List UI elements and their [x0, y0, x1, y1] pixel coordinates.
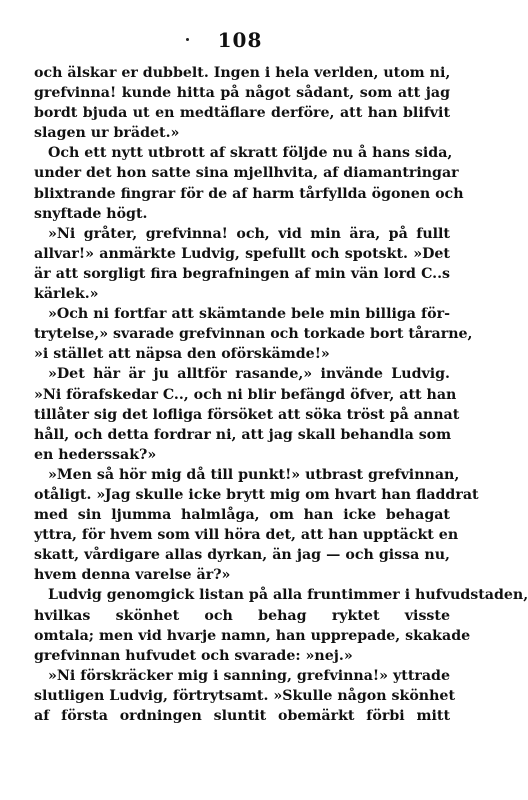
text-line: »Ni gråter, grefvinna! och, vid min ära, på fullt [48, 225, 450, 242]
text-line: med sin ljumma halmlåga, om han icke behagat [34, 507, 450, 524]
text-line: otåligt. »Jag skulle icke brytt mig om hvart han fladdrat [34, 486, 479, 503]
text-line: »Och ni fortfar att skämtande bele min billiga för- [48, 306, 450, 323]
text-line: slutligen Ludvig, förtrytsamt. »Skulle någon skönhet [34, 687, 455, 704]
text-line: »Men så hör mig då till punkt!» utbrast grefvinnan, [48, 466, 460, 483]
text-line: grefvinnan hufvudet och svarade: »nej.» [34, 647, 353, 664]
text-line: slagen ur brädet.» [34, 125, 180, 142]
text-line: trytelse,» svarade grefvinnan och torkade bort tårarne, [34, 326, 473, 343]
text-line: omtala; men vid hvarje namn, han upprepade, skakade [34, 627, 471, 644]
text-line: »i stället att näpsa den oförskämde!» [34, 346, 330, 363]
text-line: Och ett nytt utbrott af skratt följde nu å hans sida, [48, 145, 453, 162]
text-line: grefvinna! kunde hitta på något sådant, som att jag [34, 85, 450, 102]
text-line: yttra, för hvem som vill höra det, att han upptäckt en [34, 527, 459, 544]
body-text [34, 63, 528, 726]
text-line: kärlek.» [34, 286, 99, 303]
text-line: Ludvig genomgick listan på alla fruntimmer i hufvudstaden, [48, 587, 528, 604]
text-line: snyftade högt. [34, 205, 148, 222]
text-line: skatt, vårdigare allas dyrkan, än jag — och gissa nu, [34, 547, 450, 564]
text-line: hvem denna varelse är?» [34, 567, 231, 584]
text-line: »Det här är ju alltför rasande,» invände Ludvig. [48, 366, 450, 383]
text-line: blixtrande fingrar för de af harm tårfyllda ögonen och [34, 185, 464, 202]
text-line: under det hon satte sina mjellhvita, af diamantringar [34, 165, 459, 182]
text-line: hvilkas skönhet och behag ryktet visste [34, 607, 450, 624]
text-line: tillåter sig det lofliga försöket att söka tröst på annat [34, 406, 460, 423]
text-line: håll, och detta fordrar ni, att jag skall behandla som [34, 426, 452, 443]
text-line: allvar!» anmärkte Ludvig, spefullt och spotskt. »Det [34, 245, 450, 262]
text-line: »Ni förafskedar C.., och ni blir befängd öfver, att han [34, 386, 457, 403]
page-number: 108 [217, 28, 263, 52]
text-line: »Ni förskräcker mig i sanning, grefvinna!» yttrade [48, 667, 450, 684]
text-line: och älskar er dubbelt. Ingen i hela verlden, utom ni, [34, 65, 451, 81]
text-line: är att sorgligt fira begrafningen af min vän lord C..s [34, 265, 450, 282]
text-line: en hederssak?» [34, 446, 157, 463]
text-line: bordt bjuda ut en medtäflare derföre, att han blifvit [34, 105, 450, 122]
text-line: af första ordningen sluntit obemärkt förbi mitt [34, 708, 450, 724]
